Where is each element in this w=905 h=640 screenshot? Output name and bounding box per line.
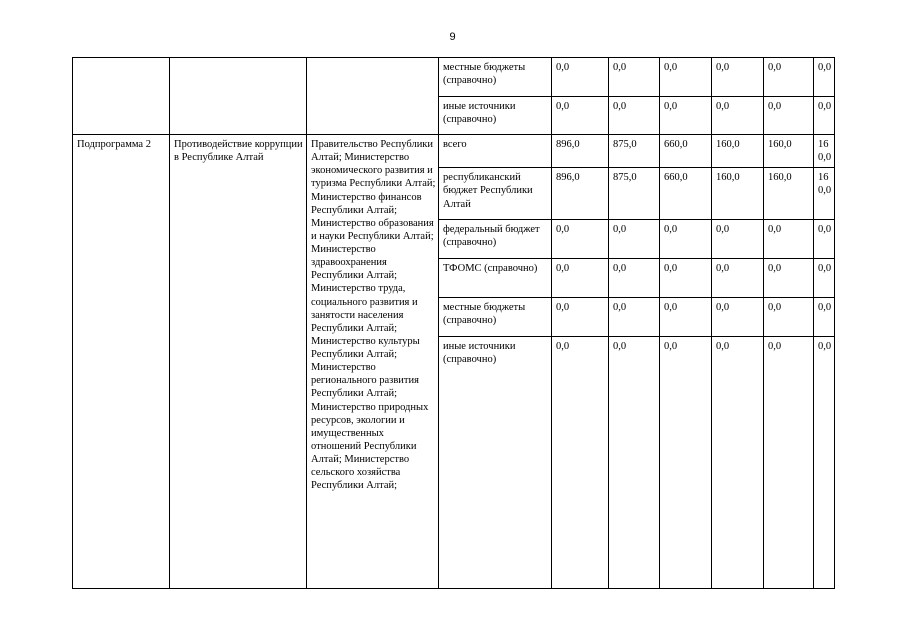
value-cell: 160,0	[764, 135, 814, 168]
funding-source-cell: всего	[439, 135, 552, 168]
value-cell: 875,0	[609, 168, 660, 220]
funding-source-cell: федеральный бюджет (справочно)	[439, 220, 552, 259]
value-cell: 0,0	[660, 337, 712, 589]
value-cell: 0,0	[609, 58, 660, 97]
value-cell: 0,0	[712, 298, 764, 337]
value-cell: 896,0	[552, 135, 609, 168]
value-cell: 0,0	[609, 97, 660, 135]
subprogram-name-cell: Противодействие коррупции в Республике Алтай	[170, 135, 307, 589]
value-cell: 0,0	[814, 220, 835, 259]
funding-source-cell: республиканский бюджет Республики Алтай	[439, 168, 552, 220]
executors-cell: Правительство Республики Алтай; Министерство экономического развития и туризма Республики Алтай; Министерство финансов Республики Алтай; Министерство образования и науки Республики Алтай; Министерство здравоохранения Республики Алтай; Министерство труда, социального развития и занятости населения Республики Алтай; Министерство культуры Республики Алтай; Министерство регионального развития Республики Алтай; Министерство природных ресурсов, экологии и имущественных отношений Республики Алтай; Министерство сельского хозяйства Республики Алтай;	[307, 135, 439, 589]
value-cell: 0,0	[609, 259, 660, 298]
funding-source-cell: местные бюджеты (справочно)	[439, 298, 552, 337]
value-cell: 0,0	[552, 58, 609, 97]
value-cell: 160,0	[764, 168, 814, 220]
value-cell: 0,0	[609, 220, 660, 259]
value-cell: 0,0	[660, 97, 712, 135]
value-cell: 0,0	[552, 259, 609, 298]
value-cell: 160,0	[814, 168, 835, 220]
value-cell: 660,0	[660, 135, 712, 168]
value-cell: 0,0	[764, 97, 814, 135]
funding-source-cell: местные бюджеты (справочно)	[439, 58, 552, 97]
table-row	[73, 135, 835, 168]
value-cell: 0,0	[552, 220, 609, 259]
value-cell: 0,0	[660, 259, 712, 298]
subprogram-label-cell: Подпрограмма 2	[73, 135, 170, 589]
value-cell: 0,0	[764, 259, 814, 298]
value-cell: 0,0	[814, 259, 835, 298]
value-cell: 0,0	[712, 220, 764, 259]
value-cell: 0,0	[712, 337, 764, 589]
value-cell: 0,0	[660, 298, 712, 337]
value-cell: 0,0	[660, 220, 712, 259]
value-cell: 0,0	[814, 58, 835, 97]
funding-source-cell: иные источники (справочно)	[439, 337, 552, 589]
budget-table	[72, 57, 835, 589]
value-cell: 660,0	[660, 168, 712, 220]
value-cell: 0,0	[764, 337, 814, 589]
empty-cell	[307, 58, 439, 135]
value-cell: 0,0	[712, 259, 764, 298]
value-cell: 0,0	[660, 58, 712, 97]
value-cell: 0,0	[712, 58, 764, 97]
value-cell: 875,0	[609, 135, 660, 168]
value-cell: 0,0	[552, 337, 609, 589]
table-row	[73, 58, 835, 97]
value-cell: 0,0	[814, 97, 835, 135]
value-cell: 896,0	[552, 168, 609, 220]
funding-source-cell: ТФОМС (справочно)	[439, 259, 552, 298]
value-cell: 0,0	[814, 337, 835, 589]
value-cell: 0,0	[814, 298, 835, 337]
value-cell: 0,0	[609, 298, 660, 337]
value-cell: 0,0	[552, 298, 609, 337]
value-cell: 0,0	[764, 58, 814, 97]
value-cell: 0,0	[609, 337, 660, 589]
value-cell: 0,0	[712, 97, 764, 135]
value-cell: 160,0	[712, 168, 764, 220]
value-cell: 160,0	[712, 135, 764, 168]
value-cell: 160,0	[814, 135, 835, 168]
empty-cell	[170, 58, 307, 135]
value-cell: 0,0	[764, 220, 814, 259]
value-cell: 0,0	[552, 97, 609, 135]
page-number: 9	[449, 31, 456, 43]
funding-source-cell: иные источники (справочно)	[439, 97, 552, 135]
empty-cell	[73, 58, 170, 135]
value-cell: 0,0	[764, 298, 814, 337]
